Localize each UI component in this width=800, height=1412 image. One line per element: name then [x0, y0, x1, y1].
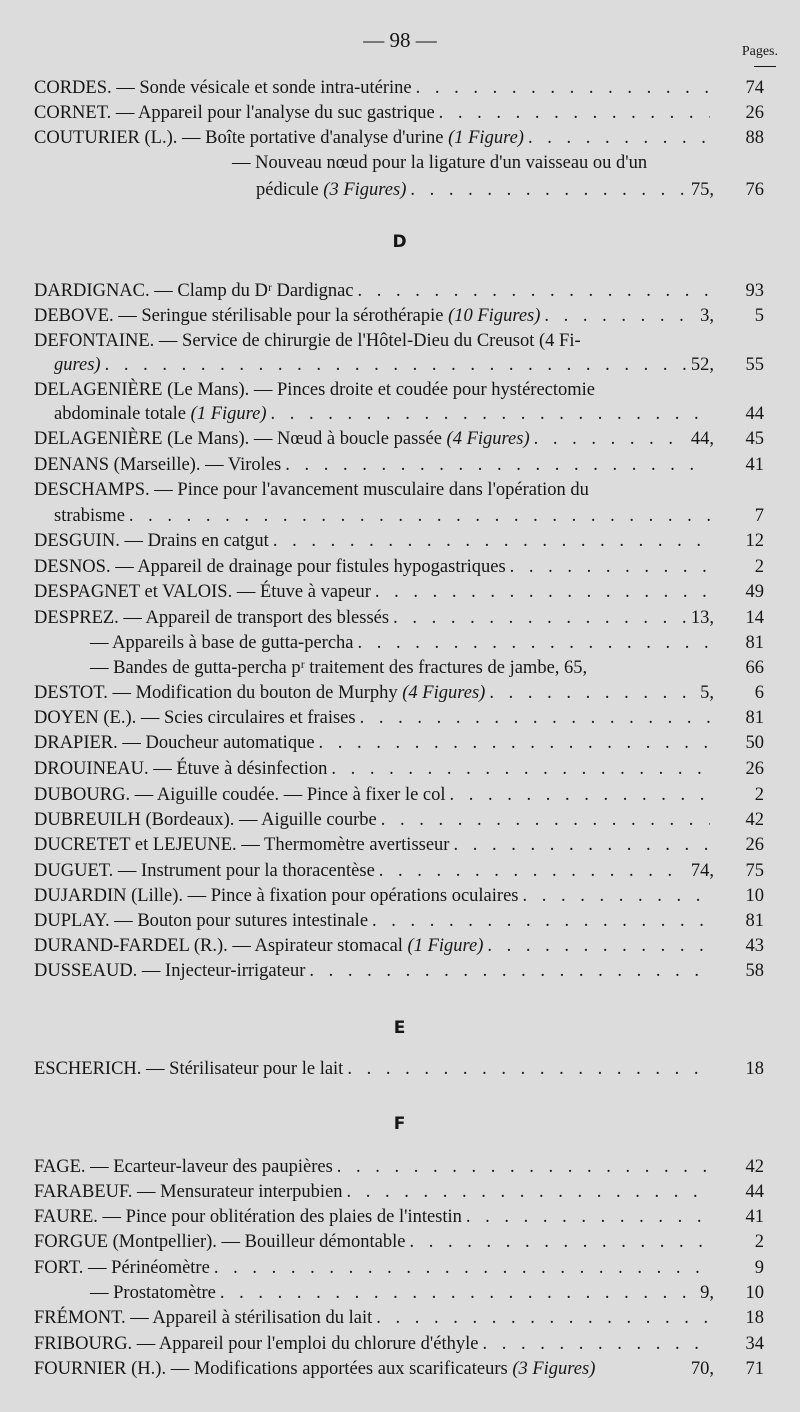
entry-text: DUGUET. — Instrument pour la thoracentèse [34, 861, 375, 881]
index-entry [34, 1256, 764, 1280]
entry-text: — Appareils à base de gutta-percha [90, 633, 354, 653]
index-entry [34, 757, 764, 781]
page-ref: 55 [745, 355, 764, 375]
index-entry [34, 631, 764, 655]
page-ref: 43 [745, 936, 764, 956]
leader-dots [466, 1205, 710, 1229]
page-ref: 74 [745, 78, 764, 98]
index-entry [34, 353, 764, 377]
page-ref: 12 [745, 531, 764, 551]
index-entry [34, 151, 764, 175]
figure-note: gures) [54, 355, 101, 375]
index-entry [34, 453, 764, 477]
page-ref: 50 [745, 733, 764, 753]
index-entry [34, 529, 764, 553]
entry-text: FORGUE (Montpellier). — Bouilleur démontable [34, 1232, 406, 1252]
page-ref: 58 [745, 961, 764, 981]
entry-text: — Bandes de gutta-percha pʳ traitement des fractures de jambe, 65, [90, 658, 588, 678]
page-ref: 93 [745, 281, 764, 301]
page-ref: 42 [745, 810, 764, 830]
entry-text: FRÉMONT. — Appareil à stérilisation du lait [34, 1308, 373, 1328]
entry-text: DUBOURG. — Aiguille coudée. — Pince à fixer le col [34, 785, 446, 805]
inline-page-ref: 74, [690, 861, 714, 881]
page-ref: 88 [745, 128, 764, 148]
entry-text: FAURE. — Pince pour oblitération des plaies de l'intestin [34, 1207, 462, 1227]
index-entry [34, 833, 764, 857]
page-ref: 44 [745, 1182, 764, 1202]
leader-dots [439, 101, 710, 125]
leader-dots [410, 178, 687, 202]
page-ref: 34 [745, 1334, 764, 1354]
entry-text: FAGE. — Ecarteur-laveur des paupières [34, 1157, 333, 1177]
page-ref: 41 [745, 1207, 764, 1227]
inline-page-ref: 5, [700, 683, 714, 703]
index-entry [34, 1180, 764, 1204]
index-entry [34, 1057, 764, 1081]
index-entry [34, 402, 764, 426]
index-entry [34, 1155, 764, 1179]
entry-text: — Prostatomètre [90, 1283, 216, 1303]
entry-text: DUSSEAUD. — Injecteur-irrigateur [34, 961, 306, 981]
index-entry [34, 808, 764, 832]
leader-dots [129, 504, 710, 528]
page-ref: 18 [745, 1059, 764, 1079]
leader-dots [271, 402, 710, 426]
entry-text: pédicule (3 Figures) [256, 180, 407, 200]
figure-note: (1 Figure) [186, 404, 267, 424]
index-entry [34, 1281, 764, 1305]
index-entry [34, 884, 764, 908]
page-ref: 66 [745, 658, 764, 678]
entry-text: DUJARDIN (Lille). — Pince à fixation pour opérations oculaires [34, 886, 519, 906]
index-entry [34, 580, 764, 604]
leader-dots [337, 1155, 710, 1179]
section-letter-f: F [393, 1114, 407, 1134]
entry-text: DUBREUILH (Bordeaux). — Aiguille courbe [34, 810, 377, 830]
index-entry [34, 706, 764, 730]
leader-dots [534, 427, 687, 451]
index-entry [34, 478, 764, 502]
leader-dots [376, 1306, 710, 1330]
inline-page-ref: 13, [690, 608, 714, 628]
page-ref: 9 [754, 1258, 764, 1278]
figure-note: (10 Figures) [443, 306, 541, 326]
leader-dots [358, 279, 710, 303]
page-ref: 2 [754, 785, 764, 805]
leader-dots [347, 1180, 710, 1204]
page-ref: 14 [745, 608, 764, 628]
index-entry [34, 656, 764, 680]
entry-text: DRAPIER. — Doucheur automatique [34, 733, 315, 753]
figure-note: (4 Figures) [397, 683, 486, 703]
index-entry [34, 909, 764, 933]
entry-text: ESCHERICH. — Stérilisateur pour le lait [34, 1059, 344, 1079]
index-entry [34, 304, 764, 328]
entry-text: DESNOS. — Appareil de drainage pour fistules hypogastriques [34, 557, 506, 577]
inline-page-ref: 75, [690, 180, 714, 200]
entry-text: DURAND-FARDEL (R.). — Aspirateur stomacal (1 Figure) [34, 936, 484, 956]
leader-dots [372, 909, 710, 933]
entry-text: strabisme [54, 506, 125, 526]
entry-text: DESTOT. — Modification du bouton de Murphy (4 Figures) [34, 683, 486, 703]
inline-page-ref: 44, [690, 429, 714, 449]
figure-note: (1 Figure) [443, 128, 524, 148]
entry-text: COUTURIER (L.). — Boîte portative d'analyse d'urine (1 Figure) [34, 128, 524, 148]
leader-dots [510, 555, 710, 579]
page-ref: 81 [745, 911, 764, 931]
leader-dots [347, 1057, 710, 1081]
page-ref: 10 [745, 886, 764, 906]
inline-page-ref: 52, [690, 355, 714, 375]
entry-text: DESGUIN. — Drains en catgut [34, 531, 269, 551]
index-entry [34, 1357, 764, 1381]
entry-text: DESPREZ. — Appareil de transport des blessés [34, 608, 390, 628]
index-entry [34, 959, 764, 983]
leader-dots [416, 76, 710, 100]
entry-text: CORNET. — Appareil pour l'analyse du suc gastrique [34, 103, 435, 123]
leader-dots [273, 529, 710, 553]
index-entry [34, 126, 764, 150]
index-entry [34, 76, 764, 100]
entry-text: DOYEN (E.). — Scies circulaires et fraises [34, 708, 356, 728]
page-ref: 49 [745, 582, 764, 602]
leader-dots [360, 706, 710, 730]
page-ref: 41 [745, 455, 764, 475]
leader-dots [482, 1332, 710, 1356]
page-ref: 42 [745, 1157, 764, 1177]
section-letter-e: E [393, 1018, 407, 1038]
page-ref: 76 [745, 180, 764, 200]
page-ref: 10 [745, 1283, 764, 1303]
figure-note: (4 Figures) [441, 429, 530, 449]
leader-dots [489, 681, 696, 705]
figure-note: (3 Figures) [318, 180, 407, 200]
index-entry [34, 1205, 764, 1229]
index-entry [34, 783, 764, 807]
entry-text: DROUINEAU. — Étuve à désinfection [34, 759, 328, 779]
page-ref: 71 [745, 1359, 764, 1379]
entry-text: abdominale totale (1 Figure) [54, 404, 267, 424]
entry-text: FRIBOURG. — Appareil pour l'emploi du chlorure d'éthyle [34, 1334, 479, 1354]
leader-dots [487, 934, 710, 958]
inline-page-ref: 70, [690, 1359, 714, 1379]
leader-dots [331, 757, 710, 781]
leader-dots [319, 731, 710, 755]
leader-dots [393, 606, 687, 630]
page-number: — 98 — [363, 28, 437, 52]
figure-note: (3 Figures) [507, 1359, 596, 1379]
index-entry [34, 329, 764, 353]
index-entry [34, 859, 764, 883]
page-ref: 45 [745, 429, 764, 449]
page-ref: 6 [754, 683, 764, 703]
index-entry [34, 1332, 764, 1356]
page-ref: 44 [745, 404, 764, 424]
index-entry [34, 178, 764, 202]
page-ref: 2 [754, 1232, 764, 1252]
index-entry [34, 378, 764, 402]
leader-dots [358, 631, 710, 655]
entry-text: DUPLAY. — Bouton pour sutures intestinale [34, 911, 369, 931]
index-entry [34, 555, 764, 579]
page-ref: 26 [745, 103, 764, 123]
entry-text: DENANS (Marseille). — Viroles [34, 455, 282, 475]
leader-dots [522, 884, 710, 908]
pages-column-header: Pages. [742, 44, 778, 67]
entry-text: DELAGENIÈRE (Le Mans). — Nœud à boucle passée (4 Figures) [34, 429, 530, 449]
leader-dots [409, 1230, 710, 1254]
page-ref: 7 [754, 506, 764, 526]
leader-dots [105, 353, 687, 377]
page-ref: 5 [754, 306, 764, 326]
leader-dots [544, 304, 696, 328]
leader-dots [379, 859, 687, 883]
index-entry [34, 681, 764, 705]
leader-dots [375, 580, 710, 604]
entry-text: FORT. — Périnéomètre [34, 1258, 210, 1278]
entry-text: DESCHAMPS. — Pince pour l'avancement musculaire dans l'opération du [34, 480, 589, 500]
index-entry [34, 504, 764, 528]
entry-text: CORDES. — Sonde vésicale et sonde intra-utérine [34, 78, 412, 98]
section-letter-d: D [392, 232, 408, 252]
leader-dots [381, 808, 710, 832]
leader-dots [528, 126, 710, 150]
page-ref: 26 [745, 759, 764, 779]
index-entry [34, 934, 764, 958]
leader-dots [453, 833, 710, 857]
entry-text: DUCRETET et LEJEUNE. — Thermomètre avertisseur [34, 835, 450, 855]
page-ref: 18 [745, 1308, 764, 1328]
index-entry [34, 1306, 764, 1330]
inline-page-ref: 9, [700, 1283, 714, 1303]
index-entry [34, 1230, 764, 1254]
index-entry [34, 427, 764, 451]
entry-text: — Nouveau nœud pour la ligature d'un vaisseau ou d'un [232, 153, 648, 173]
entry-text: DEFONTAINE. — Service de chirurgie de l'Hôtel-Dieu du Creusot (4 Fi- [34, 331, 581, 351]
entry-text [54, 353, 101, 377]
entry-text: DESPAGNET et VALOIS. — Étuve à vapeur [34, 582, 371, 602]
figure-note: (1 Figure) [402, 936, 484, 956]
entry-text: DELAGENIÈRE (Le Mans). — Pinces droite et coudée pour hystérectomie [34, 380, 595, 400]
page-ref: 2 [754, 557, 764, 577]
inline-page-ref: 3, [700, 306, 714, 326]
entry-text: FOURNIER (H.). — Modifications apportées aux scarificateurs (3 Figures) [34, 1359, 596, 1379]
page-ref: 26 [745, 835, 764, 855]
page-ref: 81 [745, 708, 764, 728]
index-entry [34, 101, 764, 125]
entry-text: DEBOVE. — Seringue stérilisable pour la sérothérapie (10 Figures) [34, 306, 541, 326]
leader-dots [285, 453, 710, 477]
entry-text: FARABEUF. — Mensurateur interpubien [34, 1182, 343, 1202]
leader-dots [309, 959, 710, 983]
index-entry [34, 279, 764, 303]
leader-dots [214, 1256, 710, 1280]
page-ref: 75 [745, 861, 764, 881]
leader-dots [450, 783, 710, 807]
index-entry [34, 606, 764, 630]
entry-text: DARDIGNAC. — Clamp du Dʳ Dardignac [34, 281, 354, 301]
page-ref: 81 [745, 633, 764, 653]
leader-dots [220, 1281, 696, 1305]
index-entry [34, 731, 764, 755]
